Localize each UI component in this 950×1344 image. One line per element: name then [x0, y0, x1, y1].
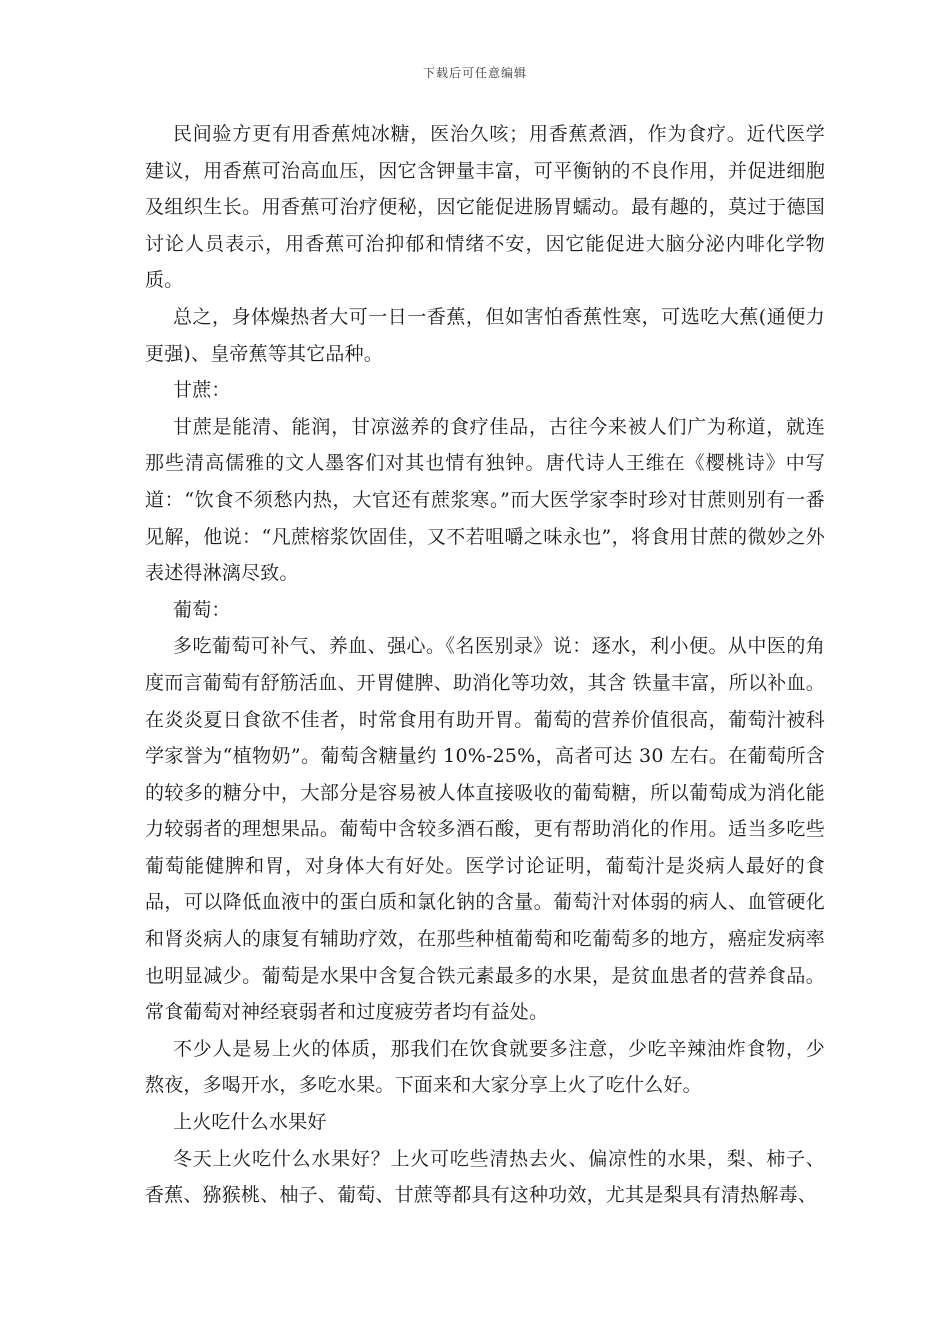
- heading-fruit-for-heat: 上火吃什么水果好: [173, 1111, 327, 1134]
- page-header: 下载后可任意编辑: [422, 66, 527, 80]
- paragraph-banana-summary: 总之，身体燥热者大可一日一香蕉，但如害怕香蕉性寒，可选吃大蕉(通便力更强)、皇帝蕉等其它品种。: [145, 305, 825, 365]
- paragraph-grape: 多吃葡萄可补气、养血、强心。《名医别录》说：逐水，利小便。从中医的角度而言葡萄有舒筋活血、开胃健脾、助消化等功效，其含 铁量丰富，所以补血。在炎炎夏日食欲不佳者，时常食用有助开胃。葡萄的营养价值很高，葡萄汁被科学家誉为“植物奶”。葡萄含糖量约 10%-25%，高者可达 30 左右。在葡萄所含的较多的糖分中，大部分是容易被人体直接吸收的葡萄糖，所以葡萄成为消化能力较弱者的理想果品。葡萄中含较多酒石酸，更有帮助消化的作用。适当多吃些葡萄能健脾和胃，对身体大有好处。医学讨论证明，葡萄汁是炎病人最好的食品，可以降低血液中的蛋白质和氯化钠的含量。葡萄汁对体弱的病人、血管硬化和肾炎病人的康复有辅助疗效，在那些种植葡萄和吃葡萄多的地方，癌症发病率也明显减少。葡萄是水果中含复合铁元素最多的水果，是贫血患者的营养食品。常食葡萄对神经衰弱者和过度疲劳者均有益处。: [145, 635, 825, 1024]
- document-body: [145, 116, 825, 1214]
- heading-sugarcane: 甘蔗：: [173, 379, 231, 402]
- paragraph-heat-intro: 不少人是易上火的体质，那我们在饮食就要多注意，少吃辛辣油炸食物，少熬夜，多喝开水，多吃水果。下面来和大家分享上火了吃什么好。: [145, 1037, 825, 1097]
- heading-grape: 葡萄：: [173, 598, 231, 621]
- paragraph-winter-fruit: 冬天上火吃什么水果好？上火可吃些清热去火、偏凉性的水果，梨、柿子、香蕉、猕猴桃、柚子、葡萄、甘蔗等都具有这种功效，尤其是梨具有清热解毒、: [145, 1147, 825, 1207]
- paragraph-sugarcane: 甘蔗是能清、能润，甘凉滋养的食疗佳品，古往今来被人们广为称道，就连那些清高儒雅的文人墨客们对其也情有独钟。唐代诗人王维在《樱桃诗》中写道：“饮食不须愁内热，大官还有蔗浆寒。”而大医学家李时珍对甘蔗则别有一番见解，他说：“凡蔗榕浆饮固佳，又不若咀嚼之味永也”，将食用甘蔗的微妙之外表述得淋漓尽致。: [145, 415, 825, 585]
- paragraph-banana-remedies: 民间验方更有用香蕉炖冰糖，医治久咳；用香蕉煮酒，作为食疗。近代医学建议，用香蕉可治高血压，因它含钾量丰富，可平衡钠的不良作用，并促进细胞及组织生长。用香蕉可治疗便秘，因它能促进肠胃蠕动。最有趣的，莫过于德国讨论人员表示，用香蕉可治抑郁和情绪不安，因它能促进大脑分泌内啡化学物质。: [145, 123, 825, 292]
